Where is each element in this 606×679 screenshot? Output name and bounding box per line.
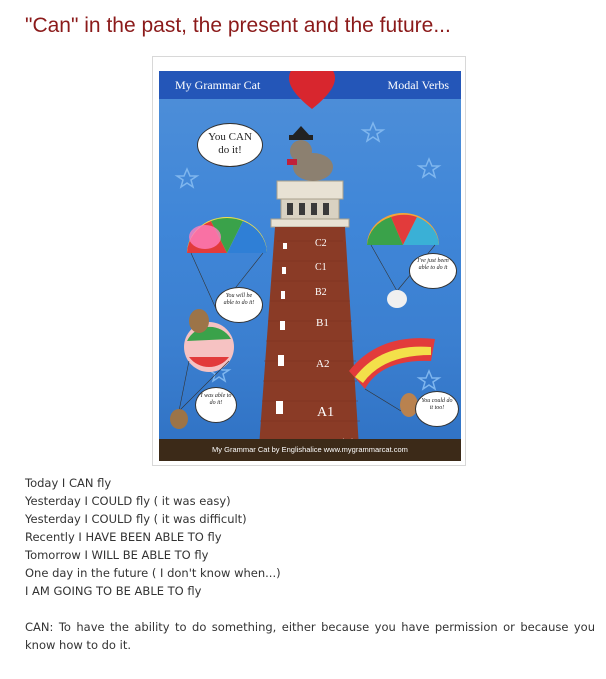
speech-bubble-was-able: I was able to do it! — [195, 387, 237, 423]
level-c1: C1 — [315, 262, 327, 273]
poster-header-left: My Grammar Cat — [175, 78, 261, 92]
example-line: Recently I HAVE BEEN ABLE TO fly — [25, 530, 222, 544]
level-b1: B1 — [316, 317, 329, 329]
level-c2: C2 — [315, 238, 327, 249]
poster-image — [152, 56, 466, 466]
page-title: "Can" in the past, the present and the future... — [25, 14, 451, 37]
speech-bubble-you-can: You CAN do it! — [197, 123, 263, 167]
example-list — [25, 474, 281, 600]
speech-bubble-will-be-able: You will be able to do it! — [215, 287, 263, 323]
example-line: Yesterday I COULD fly ( it was easy) — [25, 494, 231, 508]
speech-bubble-could-do-it: You could do it too! — [415, 391, 459, 427]
example-line: Tomorrow I WILL BE ABLE TO fly — [25, 548, 209, 562]
example-line: Yesterday I COULD fly ( it was difficult) — [25, 512, 247, 526]
poster-header-right: Modal Verbs — [387, 78, 449, 92]
example-line: One day in the future ( I don't know when...) — [25, 566, 281, 580]
speech-bubble-just-been-able: I've just been able to do it — [409, 253, 457, 289]
level-a1: A1 — [317, 405, 335, 420]
example-line: I AM GOING TO BE ABLE TO fly — [25, 584, 202, 598]
poster — [159, 71, 461, 461]
level-a2: A2 — [316, 358, 330, 370]
heart-icon — [287, 71, 337, 111]
poster-footer: My Grammar Cat by Englishalice www.mygrammarcat.com — [159, 439, 461, 461]
definition-text: CAN: To have the ability to do something, either because you have permission or because you know how to do it. — [25, 620, 595, 652]
example-line: Today I CAN fly — [25, 476, 112, 490]
level-b2: B2 — [315, 287, 327, 298]
